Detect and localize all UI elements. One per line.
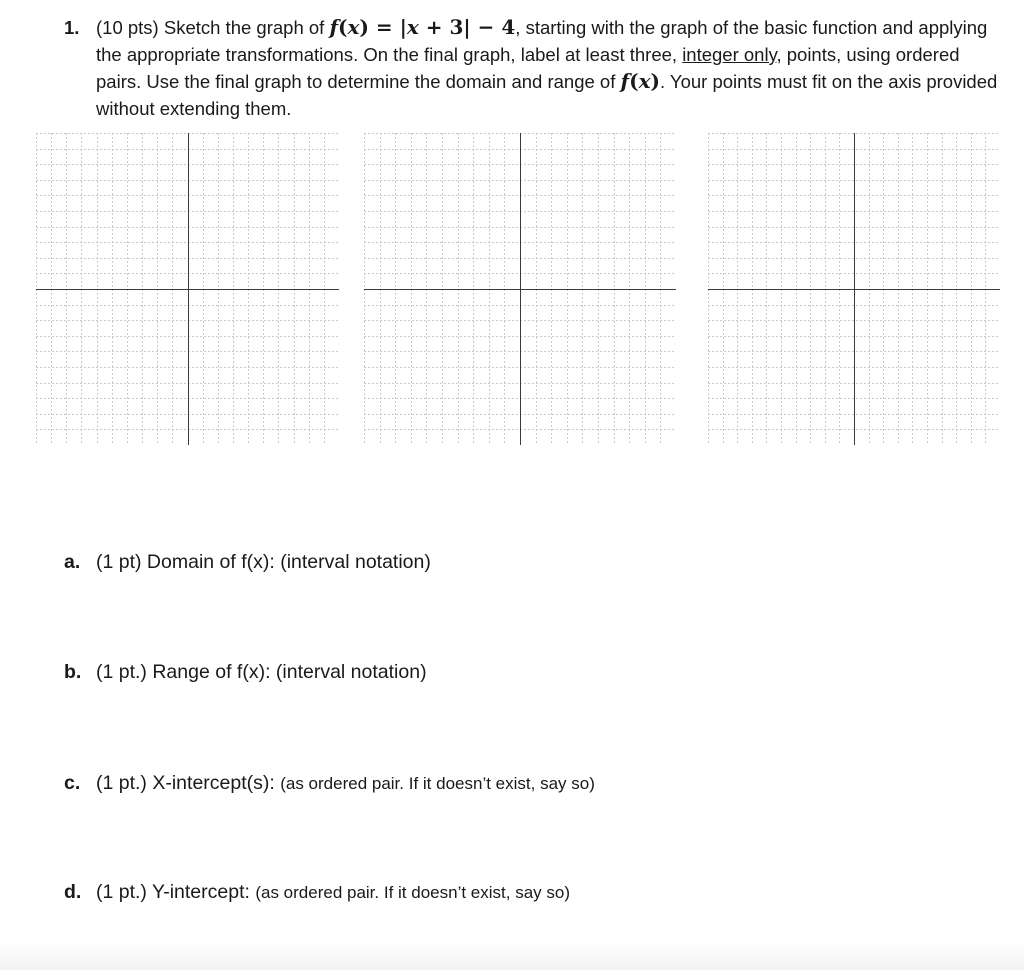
- coordinate-grid-2[interactable]: [364, 133, 676, 445]
- question-d-y-intercept: [64, 881, 570, 904]
- statement-instructions: , starting with the graph of the basic function and applying the appropriate transformations. On the final graph, label at least three,: [96, 17, 988, 65]
- grid-svg-2: [364, 133, 676, 445]
- part-letter: c.: [64, 772, 81, 794]
- question-c-x-intercepts: [64, 772, 595, 795]
- statement-end: . Your points must fit on the axis provided without extending them.: [96, 71, 998, 119]
- part-letter: b.: [64, 661, 82, 683]
- part-text: (1 pt) Domain of f(x): (interval notation): [96, 551, 431, 573]
- grid-svg-3: [708, 133, 1000, 445]
- coordinate-grid-1[interactable]: [36, 133, 339, 445]
- fx-notation: f(x): [620, 69, 660, 93]
- statement-intro: (10 pts) Sketch the graph of: [96, 17, 330, 38]
- part-text: (1 pt.) X-intercept(s):: [96, 772, 281, 794]
- part-text: (1 pt.) Y-intercept:: [96, 881, 256, 903]
- part-text: (1 pt.) Range of f(x): (interval notation): [96, 661, 427, 683]
- problem-number: 1.: [64, 17, 80, 38]
- part-hint: (as ordered pair. If it doesn’t exist, say so): [280, 774, 595, 793]
- underlined-phrase: integer only: [682, 44, 777, 65]
- question-a-domain: [64, 551, 431, 574]
- function-formula: f(x) = |x + 3| − 4: [329, 15, 516, 39]
- problem-1: [64, 14, 1004, 122]
- coordinate-grid-3[interactable]: [708, 133, 1000, 445]
- part-letter: d.: [64, 881, 82, 903]
- part-hint: (as ordered pair. If it doesn’t exist, say so): [255, 883, 570, 902]
- statement-continued: , points, using ordered pairs. Use the final graph to determine the domain and range of: [96, 44, 960, 92]
- page-bottom-edge: [0, 940, 1024, 970]
- part-letter: a.: [64, 551, 81, 573]
- problem-statement: [96, 14, 1004, 122]
- grid-svg-1: [36, 133, 339, 445]
- question-b-range: [64, 661, 427, 684]
